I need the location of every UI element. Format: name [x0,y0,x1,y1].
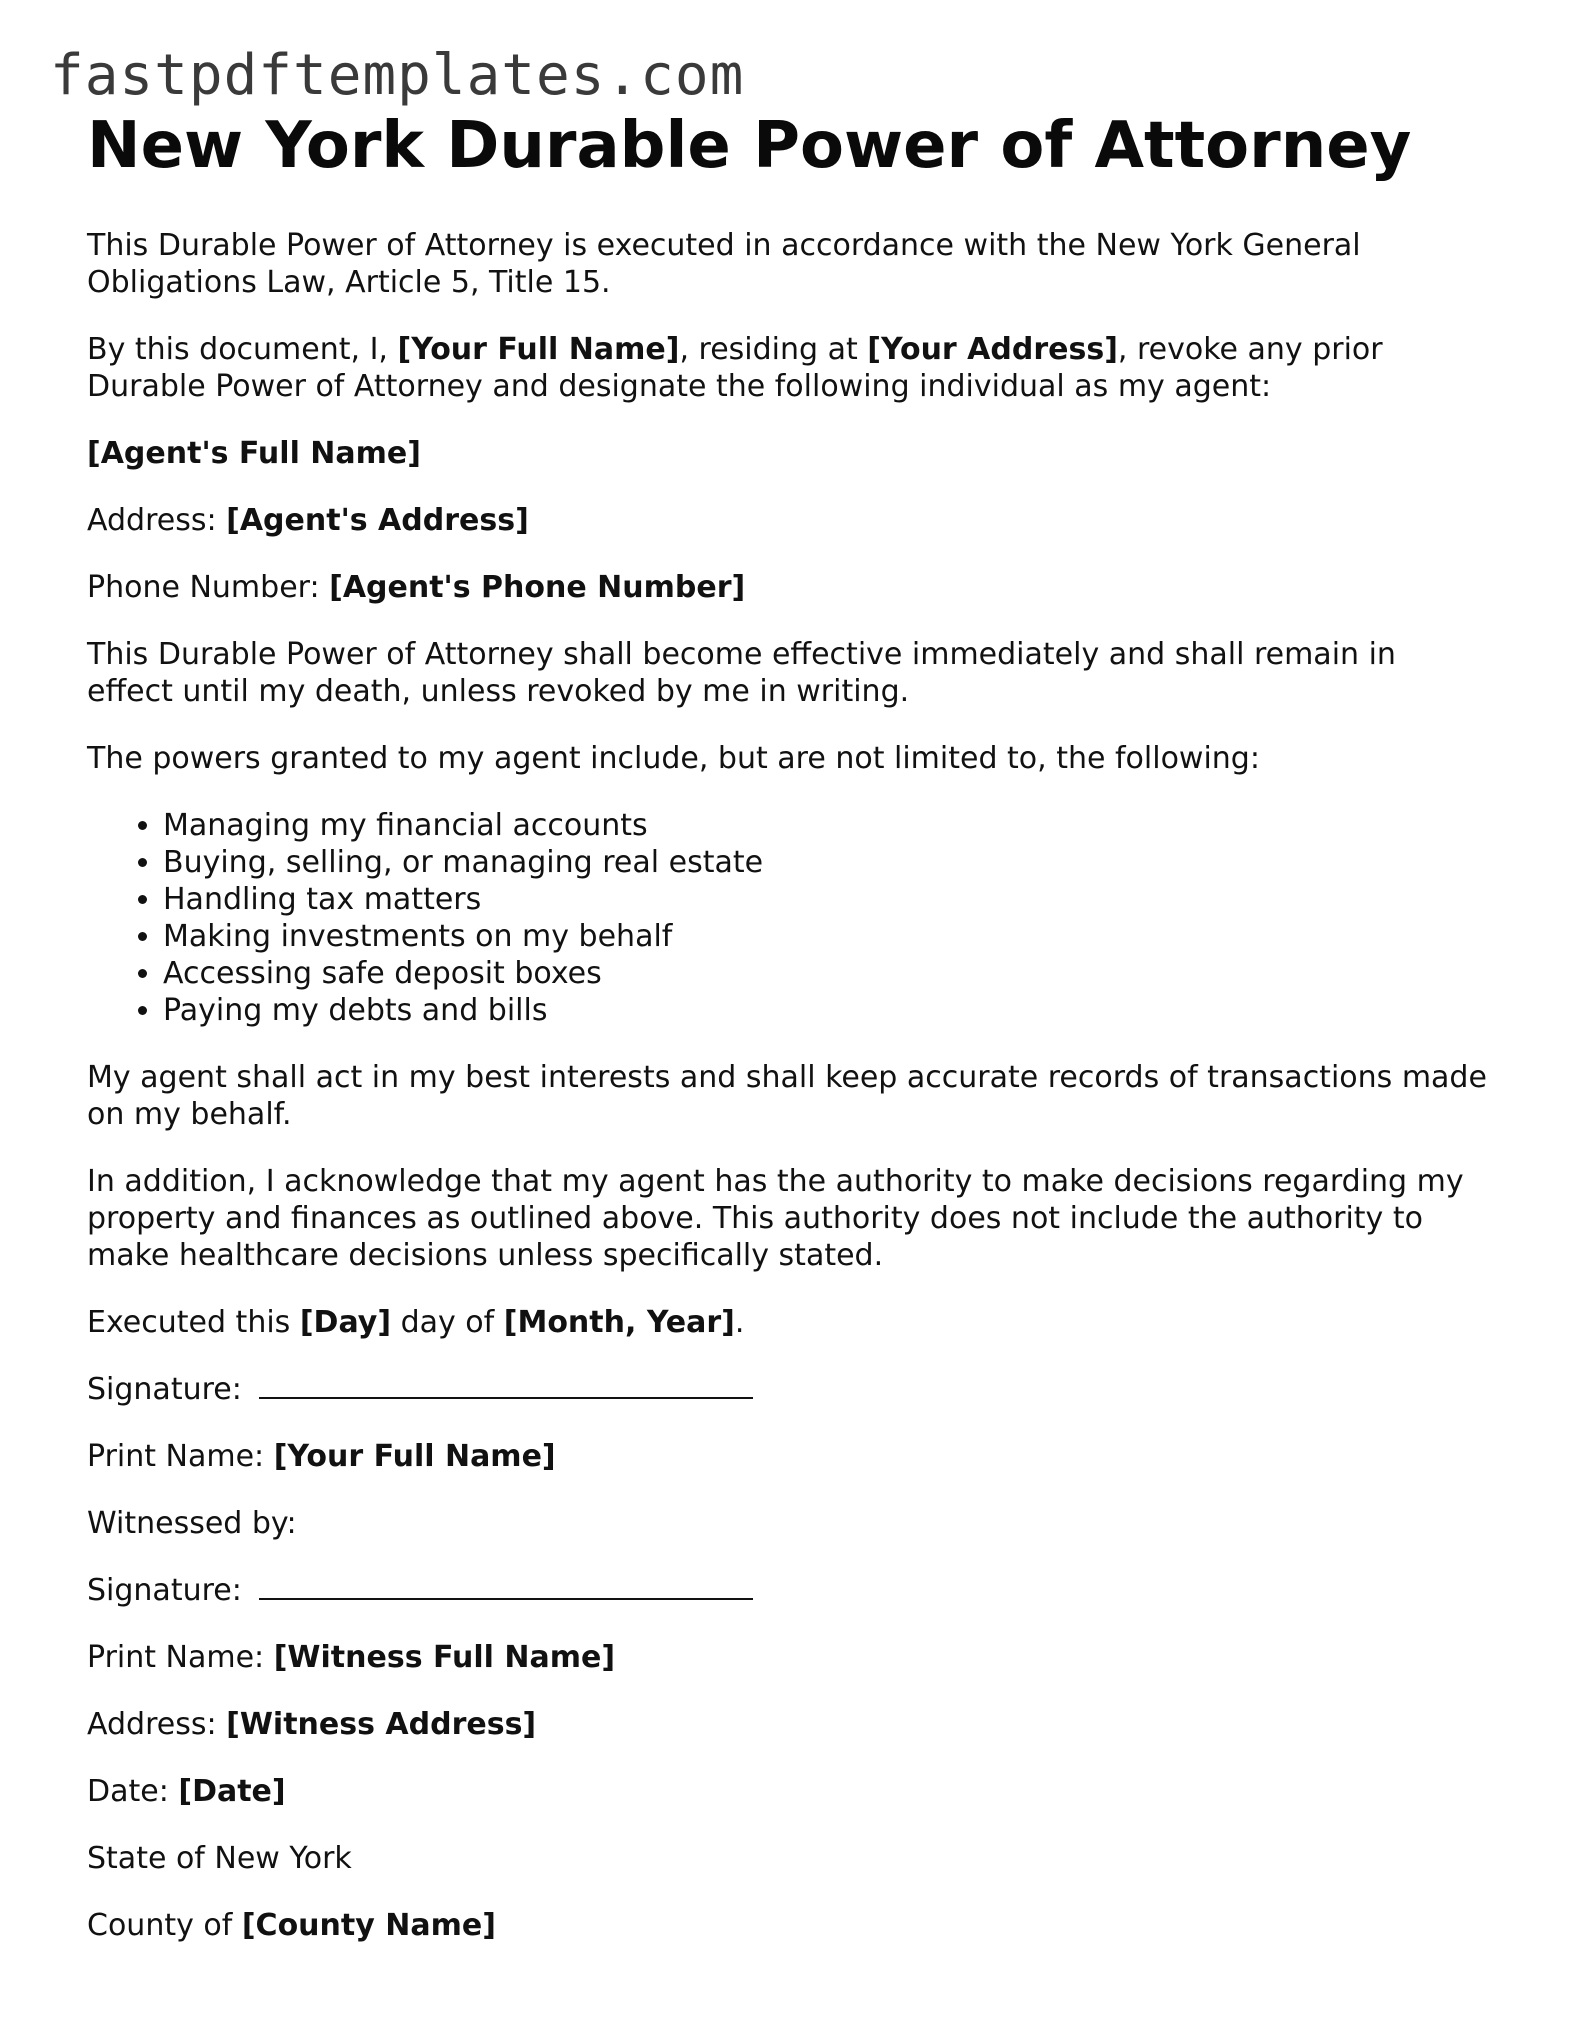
designation-text-3: , revoke any prior Durable Power of Attorney and designate the following individual as my agent: [87,331,1383,404]
list-item: • Handling tax matters [163,881,1487,918]
witness-date-line [87,1773,1487,1810]
list-item: • Buying, selling, or managing real estate [163,844,1487,881]
list-item: • Making investments on my behalf [163,918,1487,955]
witness-print-name-label: Print Name: [87,1639,274,1675]
principal-print-name-placeholder: [Your Full Name] [273,1438,556,1474]
effective-paragraph: This Durable Power of Attorney shall become effective immediately and shall remain in effect until my death, unless revoked by me in writing. [87,636,1396,709]
execution-text-1: Executed this [87,1304,300,1340]
principal-signature-line [87,1371,1487,1408]
execution-text-3: . [734,1304,745,1340]
designation-text-1: By this document, I, [87,331,398,367]
designation-paragraph [87,331,1487,405]
county-name-placeholder: [County Name] [241,1907,496,1943]
agent-address-line [87,502,1487,539]
day-placeholder: [Day] [299,1304,392,1340]
witness-date-label: Date: [87,1773,179,1809]
witness-print-name-placeholder: [Witness Full Name] [273,1639,616,1675]
principal-name-placeholder: [Your Full Name] [397,331,680,367]
principal-address-placeholder: [Your Address] [867,331,1118,367]
execution-line [87,1304,1487,1341]
watermark: fastpdftemplates.com [50,43,745,108]
list-item: • Paying my debts and bills [163,992,1487,1029]
principal-signature-field[interactable] [259,1371,753,1399]
witness-signature-label: Signature: [87,1572,252,1608]
witness-address-line [87,1706,1487,1743]
witness-address-placeholder: [Witness Address] [226,1706,537,1742]
principal-print-name-line [87,1438,1487,1475]
document-page [87,108,1487,1974]
agent-phone-placeholder: [Agent's Phone Number] [329,569,746,605]
agent-address-label: Address: [87,502,227,538]
agent-name-placeholder: [Agent's Full Name] [87,435,421,471]
notary-state: State of New York [87,1840,352,1876]
witness-address-label: Address: [87,1706,227,1742]
agent-address-placeholder: [Agent's Address] [226,502,529,538]
witness-signature-field[interactable] [259,1572,753,1600]
list-item: • Managing my financial accounts [163,807,1487,844]
principal-signature-label: Signature: [87,1371,252,1407]
witness-print-name-line [87,1639,1487,1676]
list-item: • Accessing safe deposit boxes [163,955,1487,992]
powers-intro: The powers granted to my agent include, but are not limited to, the following: [87,740,1260,776]
execution-text-2: day of [391,1304,504,1340]
agent-phone-label: Phone Number: [87,569,330,605]
powers-list [87,807,1487,1029]
notary-county-line [87,1907,1487,1944]
agent-duty-paragraph: My agent shall act in my best interests and shall keep accurate records of transactions made on my behalf. [87,1059,1487,1132]
notary-county-label: County of [87,1907,242,1943]
witness-date-placeholder: [Date] [178,1773,286,1809]
month-year-placeholder: [Month, Year] [503,1304,735,1340]
principal-print-name-label: Print Name: [87,1438,274,1474]
witness-signature-line [87,1572,1487,1609]
authority-paragraph: In addition, I acknowledge that my agent has the authority to make decisions regarding my property and finances as outlined above. This authority does not include the authority to make healthcare decisions unless specifically stated. [87,1163,1464,1273]
intro-paragraph: This Durable Power of Attorney is executed in accordance with the New York General Obligations Law, Article 5, Title 15. [87,227,1361,300]
document-title: New York Durable Power of Attorney [87,109,1412,183]
designation-text-2: , residing at [679,331,868,367]
agent-phone-line [87,569,1487,606]
witnessed-by-label: Witnessed by: [87,1505,297,1541]
agent-name-line [87,435,1487,472]
